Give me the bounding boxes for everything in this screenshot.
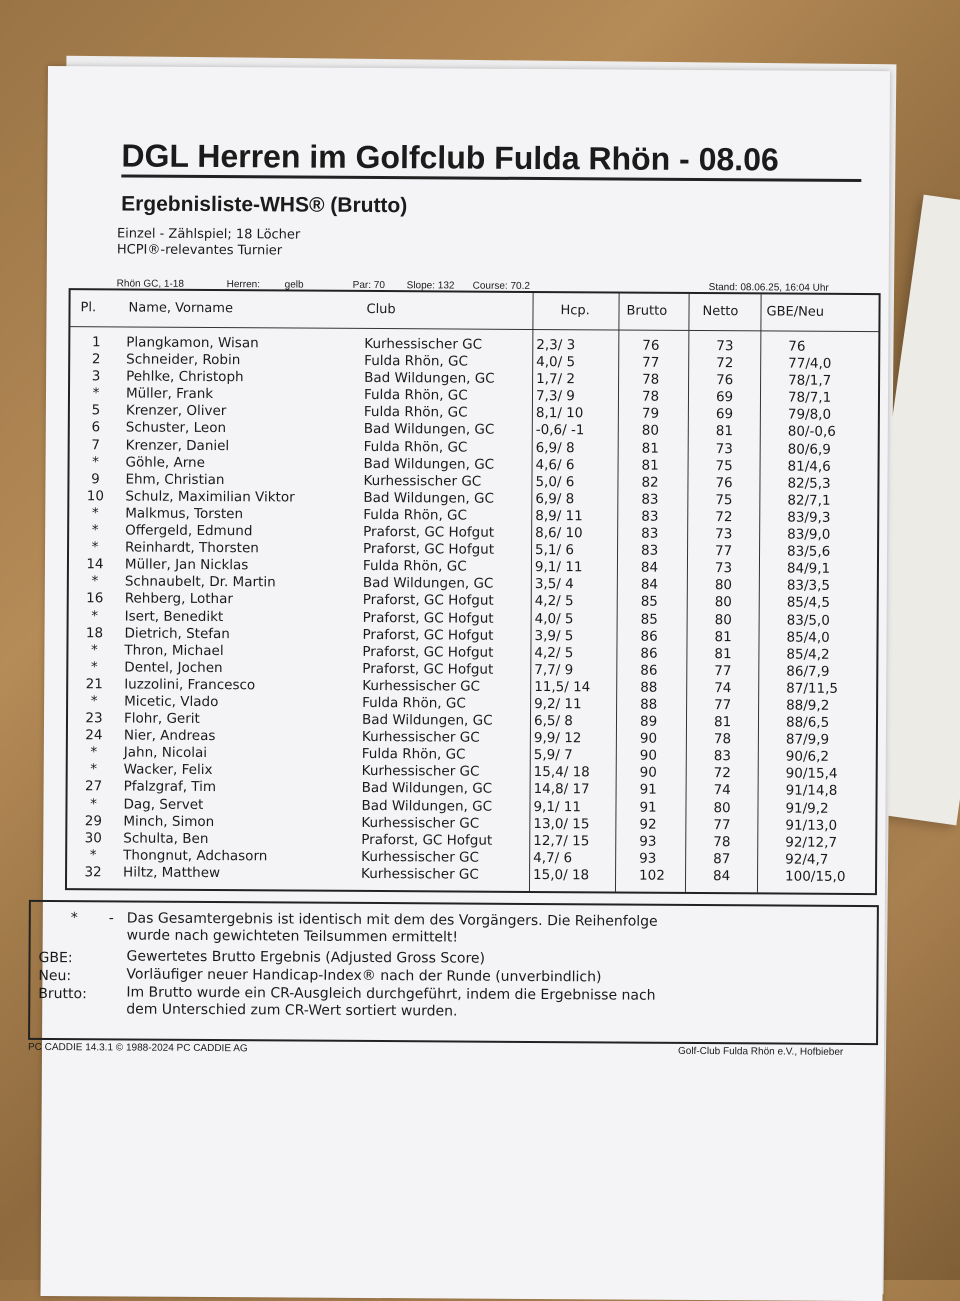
cell-name: Schuster, Leon bbox=[125, 419, 227, 437]
cell-hcp: 4,7/ 6 bbox=[533, 849, 573, 867]
cell-place: 7 bbox=[91, 436, 101, 453]
legend bbox=[28, 900, 879, 1045]
cell-name: Dag, Servet bbox=[123, 796, 204, 813]
cell-gbe-neu: 80/6,9 bbox=[787, 441, 831, 458]
hcpi-line: HCPI®-relevantes Turnier bbox=[116, 242, 283, 259]
cell-place: 23 bbox=[85, 710, 103, 727]
cell-netto: 73 bbox=[715, 526, 733, 543]
cell-brutto: 92 bbox=[639, 816, 657, 833]
cell-netto: 81 bbox=[713, 714, 732, 731]
page-title: DGL Herren im Golfclub Fulda Rhön - 08.06 bbox=[121, 136, 861, 182]
cell-club: Fulda Rhön, GC bbox=[363, 438, 468, 456]
cell-hcp: 6,9/ 8 bbox=[535, 439, 575, 456]
cell-gbe-neu: 92/12,7 bbox=[785, 834, 838, 851]
cell-place: 18 bbox=[85, 624, 104, 641]
cell-netto: 74 bbox=[714, 679, 732, 697]
cell-brutto: 79 bbox=[641, 406, 660, 423]
cell-gbe-neu: 91/9,2 bbox=[785, 800, 829, 817]
cell-club: Fulda Rhön, GC bbox=[362, 558, 467, 575]
cell-gbe-neu: 91/14,8 bbox=[785, 782, 838, 800]
cell-club: Bad Wildungen, GC bbox=[363, 455, 495, 473]
cell-hcp: 4,2/ 5 bbox=[534, 644, 574, 661]
cell-hcp: 9,1/ 11 bbox=[533, 798, 582, 815]
cell-brutto: 78 bbox=[642, 371, 660, 388]
cell-hcp: 3,9/ 5 bbox=[534, 627, 574, 644]
cell-gbe-neu: 88/9,2 bbox=[786, 697, 830, 714]
cell-place: 30 bbox=[84, 829, 102, 847]
cell-gbe-neu: 82/5,3 bbox=[787, 475, 831, 492]
cell-brutto: 102 bbox=[639, 867, 665, 884]
cell-netto: 69 bbox=[715, 406, 734, 423]
cell-brutto: 85 bbox=[640, 611, 658, 628]
cell-club: Fulda Rhön, GC bbox=[363, 506, 468, 524]
cell-brutto: 83 bbox=[641, 525, 659, 542]
cell-place: 21 bbox=[85, 676, 103, 693]
cell-name: Jahn, Nicolai bbox=[123, 744, 208, 762]
cell-gbe-neu: 87/11,5 bbox=[786, 680, 839, 697]
cell-hcp: -0,6/ -1 bbox=[535, 422, 585, 439]
cell-brutto: 86 bbox=[640, 645, 658, 662]
cell-hcp: 2,3/ 3 bbox=[536, 336, 576, 354]
cell-hcp: 15,4/ 18 bbox=[533, 764, 590, 781]
cell-brutto: 86 bbox=[640, 662, 658, 679]
par: Par: 70 bbox=[352, 279, 385, 292]
cell-gbe-neu: 76 bbox=[788, 338, 806, 355]
cell-brutto: 90 bbox=[639, 764, 657, 782]
legend-neu-term: Neu: bbox=[38, 967, 72, 985]
cell-netto: 77 bbox=[714, 662, 732, 679]
cell-club: Bad Wildungen, GC bbox=[361, 780, 493, 798]
cell-gbe-neu: 83/9,0 bbox=[787, 526, 831, 543]
cell-club: Bad Wildungen, GC bbox=[363, 421, 495, 439]
cell-netto: 80 bbox=[714, 577, 733, 594]
cell-gbe-neu: 78/7,1 bbox=[787, 389, 832, 407]
legend-brutto-term: Brutto: bbox=[38, 985, 87, 1003]
cell-name: Reinhardt, Thorsten bbox=[125, 539, 259, 557]
cell-name: Dentel, Jochen bbox=[124, 659, 223, 676]
cell-club: Kurhessischer GC bbox=[364, 335, 483, 353]
cell-gbe-neu: 90/15,4 bbox=[785, 765, 838, 783]
cell-gbe-neu: 83/5,0 bbox=[786, 612, 830, 629]
cell-place: * bbox=[90, 761, 98, 778]
cell-place: * bbox=[91, 539, 99, 556]
cell-place: * bbox=[90, 659, 98, 676]
cell-name: Schulta, Ben bbox=[123, 830, 209, 847]
cell-name: Isert, Benedikt bbox=[124, 607, 224, 625]
cell-brutto: 89 bbox=[639, 713, 658, 730]
cell-netto: 84 bbox=[713, 867, 731, 885]
legend-star-term: * bbox=[70, 910, 78, 927]
cell-hcp: 1,7/ 2 bbox=[536, 371, 576, 388]
cell-netto: 72 bbox=[716, 355, 734, 372]
cell-club: Praforst, GC Hofgut bbox=[361, 831, 493, 849]
cell-place: * bbox=[90, 744, 98, 761]
cell-brutto: 83 bbox=[641, 491, 659, 508]
cell-hcp: 6,5/ 8 bbox=[533, 713, 573, 730]
legend-neu-text: Vorläufiger neuer Handicap-Index® nach der Runde (unverbindlich) bbox=[126, 966, 602, 986]
cell-club: Fulda Rhön, GC bbox=[364, 353, 468, 370]
cell-hcp: 9,9/ 12 bbox=[533, 730, 582, 747]
cell-hcp: 9,1/ 11 bbox=[534, 559, 583, 576]
header-gbe: GBE/Neu bbox=[766, 304, 825, 320]
cell-hcp: 8,6/ 10 bbox=[535, 525, 583, 542]
cell-place: 27 bbox=[84, 778, 103, 795]
footer-software: PC CADDIE 14.3.1 © 1988-2024 PC CADDIE AG bbox=[27, 1041, 248, 1055]
footer-club: Golf-Club Fulda Rhön e.V., Hofbieber bbox=[677, 1045, 844, 1058]
stand-date: Stand: 08.06.25, 16:04 Uhr bbox=[708, 282, 829, 294]
cell-hcp: 12,7/ 15 bbox=[533, 832, 590, 850]
cell-netto: 77 bbox=[714, 697, 732, 714]
cell-place: * bbox=[91, 573, 99, 590]
cell-brutto: 85 bbox=[640, 594, 658, 611]
cell-place: * bbox=[91, 641, 98, 659]
cell-hcp: 3,5/ 4 bbox=[534, 576, 574, 593]
cell-netto: 78 bbox=[713, 833, 731, 850]
cell-place: 10 bbox=[86, 488, 105, 505]
cell-netto: 78 bbox=[713, 731, 732, 748]
header-hcp: Hcp. bbox=[560, 303, 590, 319]
cell-gbe-neu: 84/9,1 bbox=[786, 560, 831, 578]
cell-club: Praforst, GC Hofgut bbox=[362, 660, 494, 678]
cell-name: Plangkamon, Wisan bbox=[126, 334, 259, 352]
cell-club: Kurhessischer GC bbox=[362, 677, 481, 695]
table-body bbox=[67, 334, 878, 886]
cell-name: Schneider, Robin bbox=[126, 351, 241, 369]
cell-club: Praforst, GC Hofgut bbox=[362, 643, 494, 661]
cell-name: Müller, Frank bbox=[125, 385, 214, 403]
cell-netto: 81 bbox=[714, 645, 732, 662]
cell-gbe-neu: 90/6,2 bbox=[785, 748, 830, 766]
cell-hcp: 5,9/ 7 bbox=[533, 747, 573, 764]
cell-place: * bbox=[92, 453, 100, 470]
cell-name: Malkmus, Torsten bbox=[125, 505, 244, 523]
cell-name: Ehm, Christian bbox=[125, 471, 225, 488]
cell-brutto: 91 bbox=[639, 799, 657, 816]
cell-place: * bbox=[91, 522, 99, 539]
cell-club: Bad Wildungen, GC bbox=[364, 370, 495, 387]
cell-name: Iuzzolini, Francesco bbox=[124, 676, 256, 694]
cell-gbe-neu: 81/4,6 bbox=[787, 458, 831, 475]
header-club: Club bbox=[366, 301, 396, 318]
cell-gbe-neu: 88/6,5 bbox=[785, 714, 830, 731]
cell-gbe-neu: 100/15,0 bbox=[785, 868, 846, 885]
cell-brutto: 84 bbox=[640, 559, 659, 576]
cell-gbe-neu: 87/9,9 bbox=[785, 731, 830, 748]
cell-brutto: 91 bbox=[639, 782, 657, 799]
cell-netto: 73 bbox=[714, 560, 733, 577]
cell-name: Krenzer, Daniel bbox=[125, 437, 230, 454]
cell-brutto: 86 bbox=[640, 628, 658, 645]
cell-gbe-neu: 83/5,6 bbox=[786, 543, 831, 560]
cell-netto: 73 bbox=[715, 440, 733, 457]
cell-brutto: 83 bbox=[641, 542, 659, 559]
cell-brutto: 84 bbox=[640, 576, 659, 594]
cell-name: Dietrich, Stefan bbox=[124, 625, 230, 642]
cell-place: * bbox=[90, 795, 97, 812]
cell-name: Wacker, Felix bbox=[123, 761, 213, 779]
cell-hcp: 7,7/ 9 bbox=[534, 661, 574, 679]
cell-hcp: 4,0/ 5 bbox=[534, 610, 574, 627]
cell-netto: 75 bbox=[715, 491, 733, 509]
legend-star-dash: - bbox=[108, 910, 114, 927]
cell-netto: 76 bbox=[715, 474, 733, 491]
tournament-info bbox=[117, 226, 301, 259]
cell-club: Fulda Rhön, GC bbox=[363, 404, 468, 421]
cell-netto: 73 bbox=[716, 338, 734, 355]
page-subtitle: Ergebnisliste-WHS® (Brutto) bbox=[121, 192, 408, 218]
cell-name: Göhle, Arne bbox=[125, 454, 205, 471]
cell-club: Kurhessischer GC bbox=[361, 848, 480, 866]
cell-gbe-neu: 82/7,1 bbox=[787, 492, 831, 509]
herren-label: Herren: bbox=[226, 279, 261, 291]
cell-place: 29 bbox=[84, 812, 103, 829]
cell-club: Praforst, GC Hofgut bbox=[363, 541, 495, 558]
cell-netto: 83 bbox=[713, 748, 732, 765]
cell-club: Kurhessischer GC bbox=[361, 865, 479, 883]
cell-place: 9 bbox=[91, 471, 100, 488]
cell-place: 3 bbox=[91, 368, 101, 385]
cell-netto: 76 bbox=[716, 372, 734, 389]
cell-gbe-neu: 83/3,5 bbox=[786, 577, 831, 595]
cell-hcp: 5,0/ 6 bbox=[535, 473, 575, 490]
cell-hcp: 6,9/ 8 bbox=[535, 490, 575, 508]
legend-brutto-text: Im Brutto wurde ein CR-Ausgleich durchgeführt, indem die Ergebnisse nach dem Unterschied zum CR-Wert sortiert wurden. bbox=[126, 984, 656, 1020]
cell-place: 1 bbox=[91, 334, 101, 351]
cell-name: Schnaubelt, Dr. Martin bbox=[124, 573, 276, 591]
header-pl: Pl. bbox=[80, 300, 97, 316]
cell-name: Pfalzgraf, Tim bbox=[123, 778, 217, 796]
cell-hcp: 8,1/ 10 bbox=[535, 405, 584, 422]
cell-club: Fulda Rhön, GC bbox=[362, 694, 466, 712]
cell-gbe-neu: 79/8,0 bbox=[787, 406, 832, 424]
cell-hcp: 13,0/ 15 bbox=[533, 815, 590, 832]
cell-name: Rehberg, Lothar bbox=[124, 590, 233, 608]
cell-netto: 80 bbox=[713, 799, 731, 816]
cell-brutto: 90 bbox=[639, 747, 658, 764]
cell-gbe-neu: 85/4,2 bbox=[786, 646, 830, 663]
cell-club: Praforst, GC Hofgut bbox=[362, 626, 494, 644]
cell-hcp: 11,5/ 14 bbox=[534, 678, 591, 696]
header-brutto: Brutto bbox=[626, 303, 668, 319]
cell-place: * bbox=[91, 505, 99, 522]
cell-hcp: 4,2/ 5 bbox=[534, 593, 574, 610]
course-name: Rhön GC, 1-18 bbox=[116, 278, 184, 290]
cell-gbe-neu: 91/13,0 bbox=[785, 817, 838, 834]
cell-name: Müller, Jan Nicklas bbox=[124, 556, 249, 574]
cell-place: 14 bbox=[86, 556, 104, 573]
legend-gbe-text: Gewertetes Brutto Ergebnis (Adjusted Gross Score) bbox=[126, 948, 486, 967]
cell-netto: 81 bbox=[715, 423, 734, 440]
cell-brutto: 77 bbox=[642, 354, 660, 371]
cell-name: Micetic, Vlado bbox=[124, 693, 219, 711]
cell-place: 32 bbox=[84, 864, 102, 881]
legend-gbe-term: GBE: bbox=[38, 949, 73, 967]
cell-gbe-neu: 92/4,7 bbox=[785, 851, 829, 868]
cell-place: * bbox=[90, 693, 98, 710]
cell-netto: 72 bbox=[715, 509, 733, 526]
course-rating: Course: 70.2 bbox=[472, 280, 530, 292]
cell-brutto: 93 bbox=[639, 833, 657, 850]
tee-color: gelb bbox=[284, 279, 304, 291]
cell-hcp: 8,9/ 11 bbox=[535, 507, 583, 525]
cell-hcp: 4,0/ 5 bbox=[536, 354, 576, 371]
cell-netto: 77 bbox=[714, 543, 733, 560]
cell-club: Praforst, GC Hofgut bbox=[362, 592, 494, 610]
cell-club: Fulda Rhön, GC bbox=[361, 746, 466, 763]
slope: Slope: 132 bbox=[406, 280, 455, 292]
legend-star-text: Das Gesamtergebnis ist identisch mit dem des Vorgängers. Die Reihenfolge wurde nach gewichteten Teilsummen ermittelt! bbox=[126, 910, 658, 946]
cell-brutto: 88 bbox=[640, 696, 658, 713]
cell-netto: 77 bbox=[713, 816, 731, 833]
result-sheet bbox=[27, 66, 889, 1301]
cell-name: Krenzer, Oliver bbox=[125, 402, 227, 420]
header-name: Name, Vorname bbox=[128, 300, 234, 317]
cell-place: 6 bbox=[91, 419, 101, 436]
cell-place: * bbox=[92, 385, 100, 402]
cell-gbe-neu: 77/4,0 bbox=[788, 355, 832, 372]
header-netto: Netto bbox=[702, 304, 739, 320]
cell-club: Bad Wildungen, GC bbox=[361, 711, 493, 729]
cell-club: Kurhessischer GC bbox=[363, 472, 482, 490]
cell-club: Kurhessischer GC bbox=[361, 814, 480, 832]
cell-name: Pehlke, Christoph bbox=[126, 368, 244, 386]
cell-place: * bbox=[89, 847, 97, 864]
cell-gbe-neu: 80/-0,6 bbox=[787, 423, 836, 441]
cell-brutto: 78 bbox=[641, 388, 660, 406]
cell-club: Bad Wildungen, GC bbox=[361, 797, 493, 815]
cell-name: Nier, Andreas bbox=[123, 727, 216, 745]
cell-club: Bad Wildungen, GC bbox=[362, 575, 494, 593]
cell-club: Praforst, GC Hofgut bbox=[363, 523, 495, 541]
cell-hcp: 5,1/ 6 bbox=[535, 542, 575, 559]
cell-netto: 80 bbox=[714, 611, 732, 628]
cell-club: Fulda Rhön, GC bbox=[363, 387, 468, 404]
cell-netto: 72 bbox=[713, 765, 731, 782]
cell-hcp: 15,0/ 18 bbox=[533, 866, 590, 884]
cell-brutto: 88 bbox=[640, 679, 658, 696]
cell-gbe-neu: 78/1,7 bbox=[788, 372, 832, 389]
format-line: Einzel - Zählspiel; 18 Löcher bbox=[116, 226, 301, 243]
table-row bbox=[67, 864, 875, 886]
cell-hcp: 9,2/ 11 bbox=[534, 695, 582, 713]
cell-place: 5 bbox=[91, 402, 101, 419]
cell-brutto: 80 bbox=[641, 423, 660, 440]
cell-netto: 69 bbox=[715, 389, 734, 406]
cell-club: Bad Wildungen, GC bbox=[363, 489, 494, 507]
cell-brutto: 90 bbox=[639, 730, 658, 747]
cell-name: Minch, Simon bbox=[123, 813, 215, 830]
cell-gbe-neu: 86/7,9 bbox=[786, 663, 830, 680]
cell-name: Flohr, Gerit bbox=[123, 710, 200, 728]
header-divider bbox=[70, 326, 878, 332]
cell-place: 2 bbox=[91, 351, 101, 368]
cell-brutto: 93 bbox=[639, 850, 657, 867]
cell-netto: 80 bbox=[714, 594, 732, 611]
cell-hcp: 14,8/ 17 bbox=[533, 781, 590, 798]
cell-hcp: 4,6/ 6 bbox=[535, 456, 575, 473]
cell-gbe-neu: 85/4,5 bbox=[786, 594, 830, 612]
cell-name: Thongnut, Adchasorn bbox=[123, 847, 268, 865]
cell-brutto: 83 bbox=[641, 508, 659, 525]
cell-netto: 75 bbox=[715, 457, 733, 474]
cell-place: 16 bbox=[86, 590, 104, 607]
cell-club: Kurhessischer GC bbox=[361, 763, 480, 780]
cell-name: Thron, Michael bbox=[124, 642, 224, 659]
cell-name: Schulz, Maximilian Viktor bbox=[125, 488, 295, 506]
cell-brutto: 76 bbox=[642, 337, 660, 354]
cell-netto: 87 bbox=[713, 850, 731, 867]
cell-gbe-neu: 85/4,0 bbox=[786, 629, 830, 646]
cell-brutto: 82 bbox=[641, 474, 659, 491]
cell-hcp: 7,3/ 9 bbox=[535, 388, 575, 405]
cell-gbe-neu: 83/9,3 bbox=[787, 509, 831, 526]
cell-netto: 74 bbox=[713, 782, 731, 799]
cell-place: 24 bbox=[85, 727, 103, 744]
results-table bbox=[65, 288, 881, 895]
cell-netto: 81 bbox=[714, 628, 732, 645]
cell-club: Praforst, GC Hofgut bbox=[362, 609, 494, 627]
cell-name: Offergeld, Edmund bbox=[125, 522, 253, 540]
cell-place: * bbox=[91, 607, 99, 624]
cell-brutto: 81 bbox=[641, 457, 659, 474]
cell-name: Hiltz, Matthew bbox=[123, 864, 221, 881]
cell-brutto: 81 bbox=[641, 440, 659, 457]
cell-club: Kurhessischer GC bbox=[361, 729, 480, 746]
